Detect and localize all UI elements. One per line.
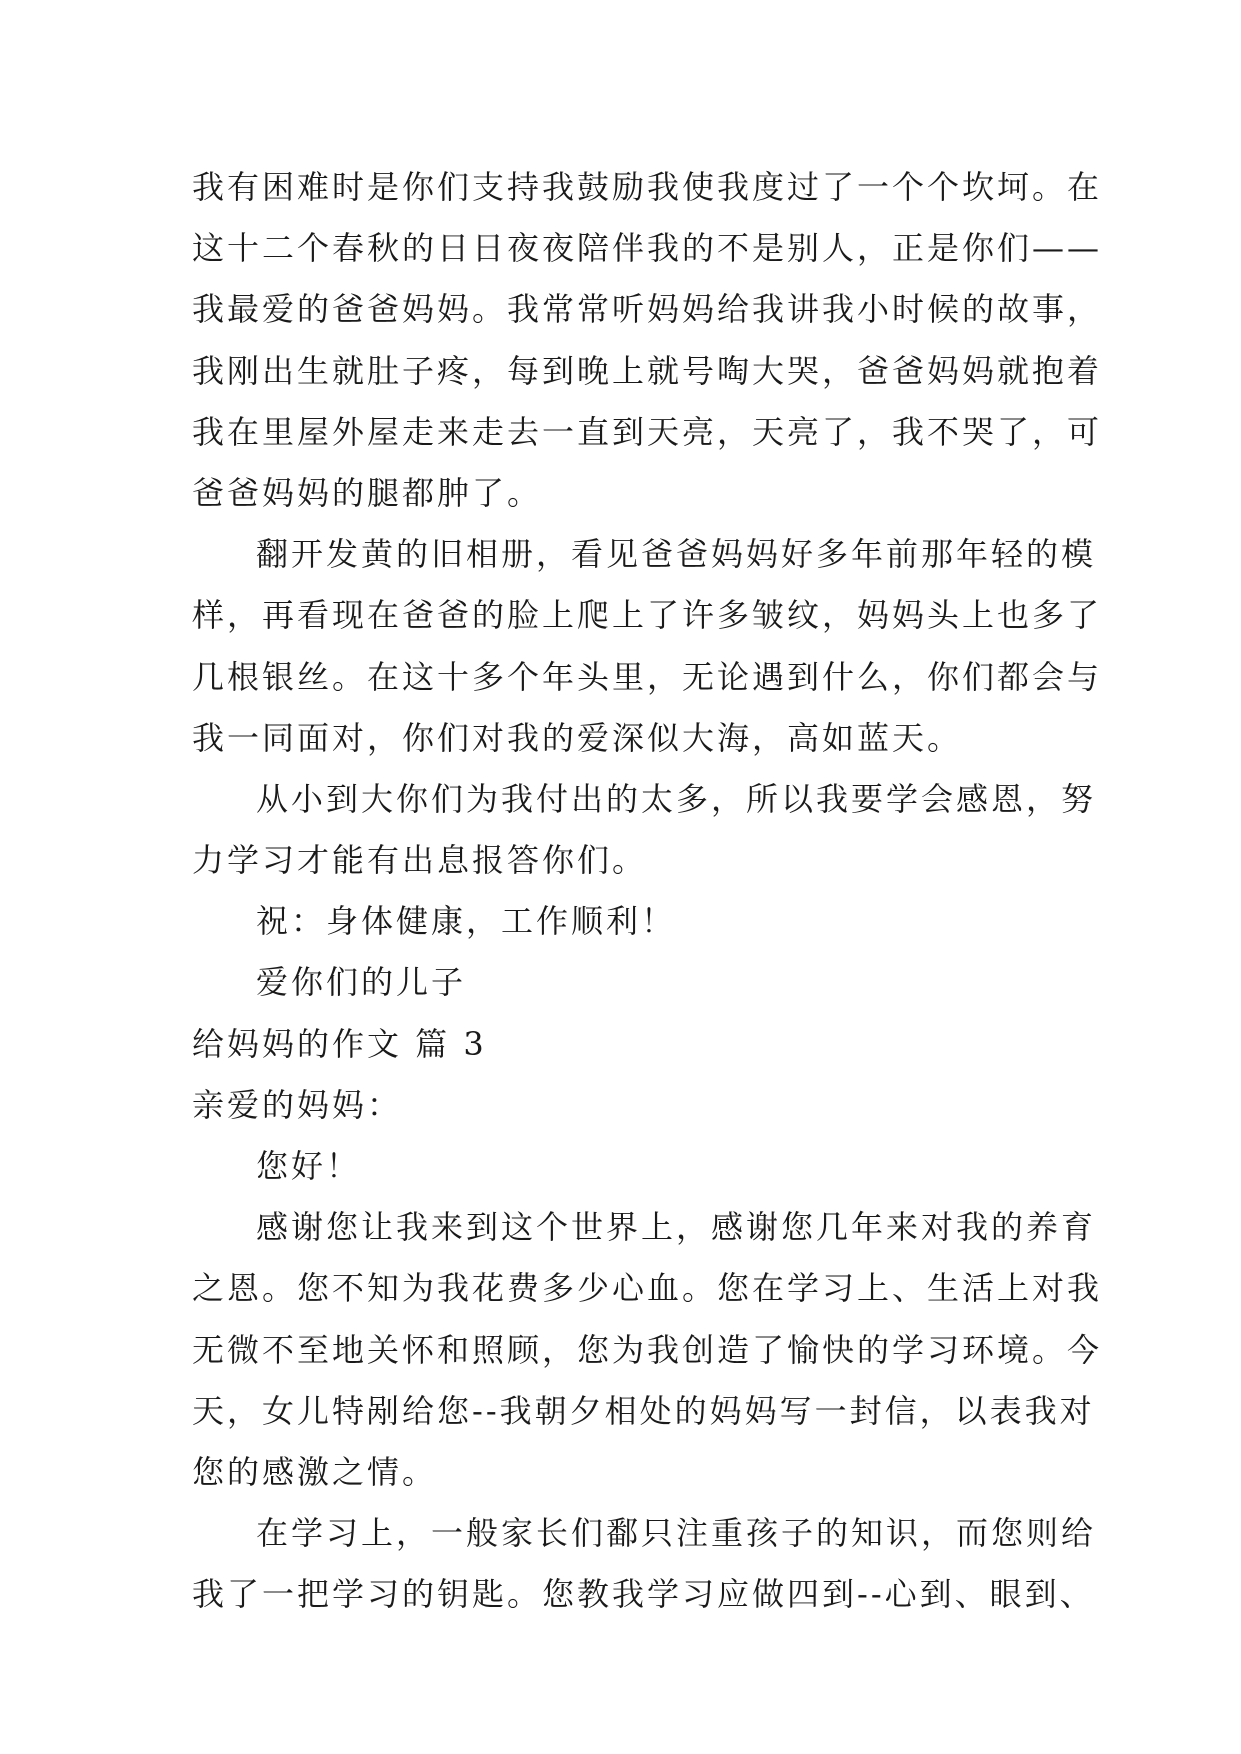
text-line: 天，女儿特剐给您--我朝夕相处的妈妈写一封信，以表我对	[192, 1391, 1095, 1430]
section-heading: 给妈妈的作文 篇 3	[192, 1024, 487, 1063]
text-line: 力学习才能有出息报答你们。	[192, 841, 648, 880]
text-line: 无微不至地关怀和照顾，您为我创造了愉快的学习环境。今	[192, 1330, 1103, 1369]
text-line: 样，再看现在爸爸的脸上爬上了许多皱纹，妈妈头上也多了	[192, 596, 1103, 635]
text-line: 我刚出生就肚子疼，每到晚上就号啕大哭，爸爸妈妈就抱着	[192, 351, 1103, 390]
text-line: 我在里屋外屋走来走去一直到天亮，天亮了，我不哭了，可	[192, 412, 1103, 451]
text-line: 我了一把学习的钥匙。您教我学习应做四到--心到、眼到、	[192, 1575, 1095, 1614]
text-line: 从小到大你们为我付出的太多，所以我要学会感恩，努	[256, 779, 1097, 818]
text-line: 在学习上，一般家长们鄱只注重孩子的知识，而您则给	[256, 1514, 1097, 1553]
signature: 爱你们的儿子	[256, 963, 467, 1002]
greeting: 您好！	[256, 1147, 362, 1185]
text-line: 之恩。您不知为我花费多少心血。您在学习上、生活上对我	[192, 1269, 1103, 1308]
text-line: 我最爱的爸爸妈妈。我常常听妈妈给我讲我小时候的故事，	[192, 290, 1103, 329]
salutation: 亲爱的妈妈：	[192, 1085, 403, 1124]
text-line: 感谢您让我来到这个世界上，感谢您几年来对我的养育	[256, 1208, 1097, 1247]
text-line: 您的感激之情。	[192, 1452, 438, 1491]
text-line: 我有困难时是你们支持我鼓励我使我度过了一个个坎坷。在	[192, 168, 1103, 206]
text-line: 几根银丝。在这十多个年头里，无论遇到什么，你们都会与	[192, 657, 1103, 696]
letter-text	[192, 157, 1103, 1626]
text-line: 翻开发黄的旧相册，看见爸爸妈妈好多年前那年轻的模	[256, 535, 1097, 574]
closing-wish: 祝：身体健康，工作顺利！	[256, 902, 677, 941]
text-line: 爸爸妈妈的腿都肿了。	[192, 473, 543, 512]
text-line: 这十二个春秋的日日夜夜陪伴我的不是别人，正是你们——	[192, 229, 1103, 268]
text-line: 我一同面对，你们对我的爱深似大海，高如蓝天。	[192, 718, 963, 757]
